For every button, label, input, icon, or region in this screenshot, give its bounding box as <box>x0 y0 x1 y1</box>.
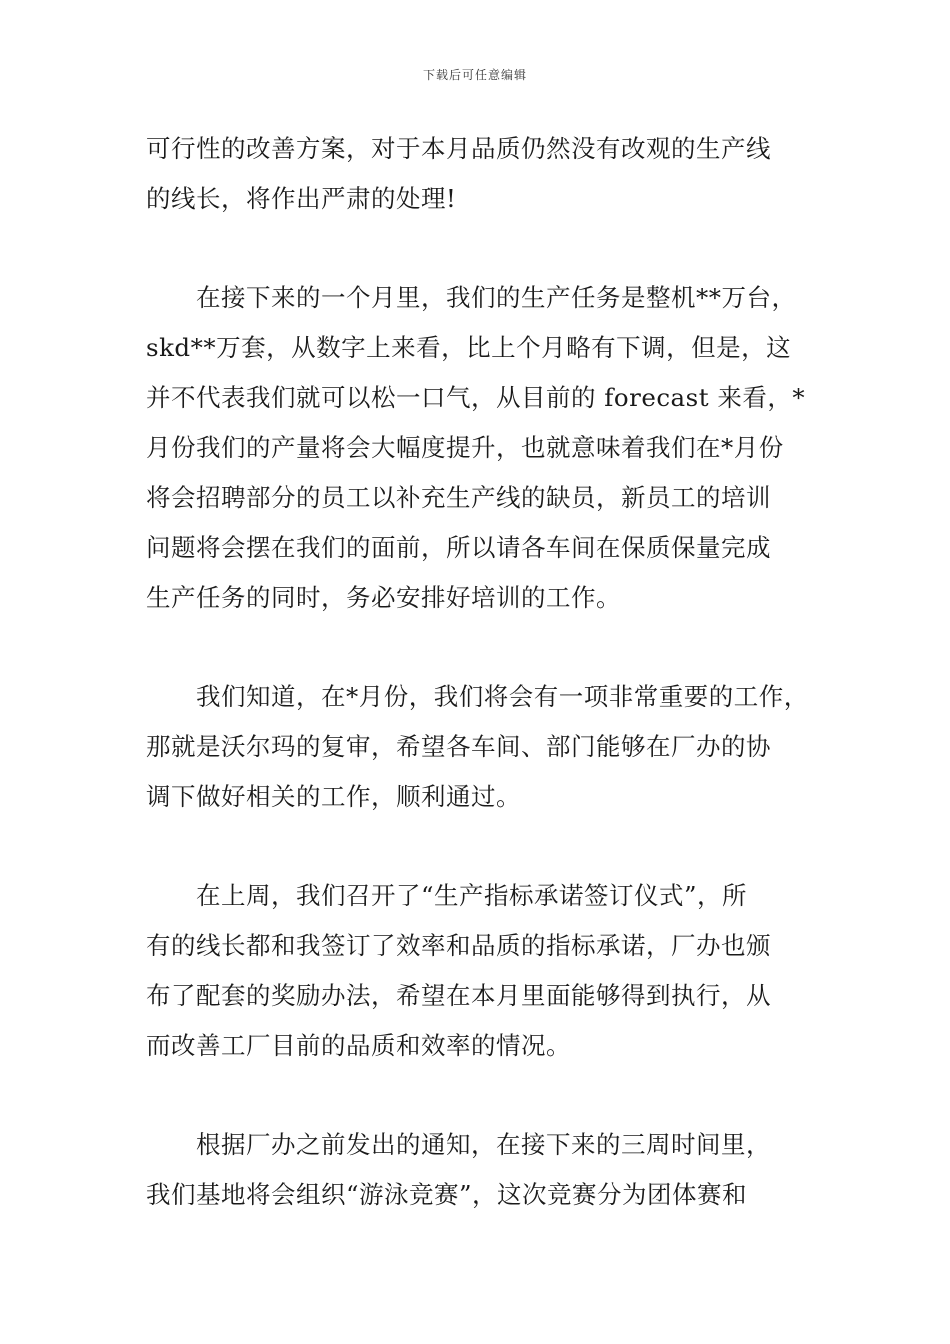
paragraph-line: 布了配套的奖励办法，希望在本月里面能够得到执行，从 <box>146 981 771 1010</box>
paragraph-line: 生产任务的同时，务必安排好培训的工作。 <box>146 583 621 612</box>
paragraph-line: 将会招聘部分的员工以补充生产线的缺员，新员工的培训 <box>146 483 771 512</box>
paragraph-line: 而改善工厂目前的品质和效率的情况。 <box>146 1031 571 1060</box>
paragraph-line: 我们基地将会组织“游泳竞赛”，这次竞赛分为团体赛和 <box>146 1180 748 1209</box>
paragraph-line: skd**万套，从数字上来看，比上个月略有下调，但是，这 <box>146 333 792 362</box>
paragraph-line: 的线长，将作出严肃的处理! <box>146 184 457 213</box>
paragraph-line: 那就是沃尔玛的复审，希望各车间、部门能够在厂办的协 <box>146 732 771 761</box>
paragraph-line: 在上周，我们召开了“生产指标承诺签订仪式”，所 <box>196 881 748 910</box>
paragraph-line: 我们知道，在*月份，我们将会有一项非常重要的工作， <box>196 682 809 711</box>
paragraph-line: 并不代表我们就可以松一口气，从目前的 forecast 来看，* <box>146 383 806 412</box>
paragraph-line: 可行性的改善方案，对于本月品质仍然没有改观的生产线 <box>146 134 771 163</box>
paragraph-line: 根据厂办之前发出的通知，在接下来的三周时间里， <box>196 1130 771 1159</box>
paragraph-line: 在接下来的一个月里，我们的生产任务是整机**万台， <box>196 283 797 312</box>
paragraph-line: 月份我们的产量将会大幅度提升，也就意味着我们在*月份 <box>146 433 784 462</box>
paragraph-line: 调下做好相关的工作，顺利通过。 <box>146 782 521 811</box>
paragraph-line: 问题将会摆在我们的面前，所以请各车间在保质保量完成 <box>146 533 771 562</box>
page-header-note: 下载后可任意编辑 <box>422 68 527 82</box>
paragraph-line: 有的线长都和我签订了效率和品质的指标承诺，厂办也颁 <box>146 931 771 960</box>
